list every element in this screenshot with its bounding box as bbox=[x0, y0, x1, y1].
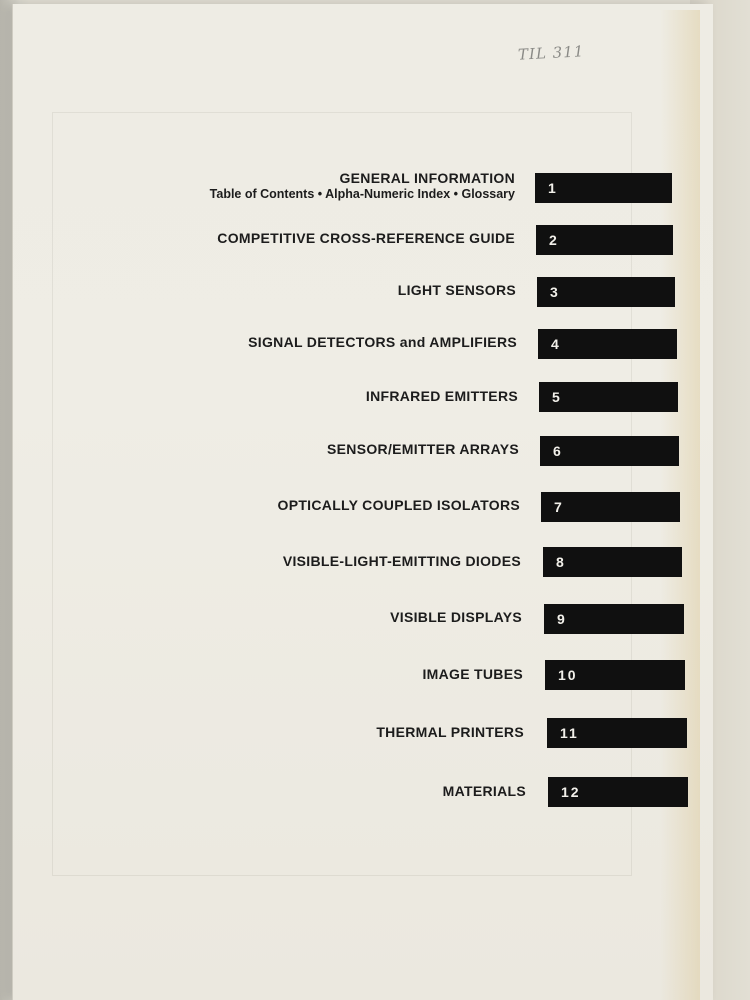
section-entry-8 bbox=[100, 553, 521, 583]
section-entry-11 bbox=[100, 724, 524, 754]
section-title-12: MATERIALS bbox=[442, 783, 526, 799]
section-title-4: SIGNAL DETECTORS and AMPLIFIERS bbox=[248, 334, 517, 350]
section-tab-3[interactable]: 3 bbox=[537, 277, 675, 307]
section-entry-1 bbox=[100, 170, 515, 206]
section-title-5: INFRARED EMITTERS bbox=[365, 388, 518, 404]
section-tab-10[interactable]: 10 bbox=[545, 660, 685, 690]
section-tab-6[interactable]: 6 bbox=[540, 436, 679, 466]
section-tab-11[interactable]: 11 bbox=[547, 718, 687, 748]
section-entry-6 bbox=[100, 441, 519, 471]
section-tab-2[interactable]: 2 bbox=[536, 225, 673, 255]
section-title-8: VISIBLE-LIGHT-EMITTING DIODES bbox=[282, 553, 521, 569]
section-tab-12[interactable]: 12 bbox=[548, 777, 688, 807]
section-tab-7[interactable]: 7 bbox=[541, 492, 680, 522]
section-entry-7 bbox=[100, 497, 520, 527]
handwritten-note: TIL 311 bbox=[517, 42, 585, 64]
section-subtitle-1: Table of Contents • Alpha-Numeric Index • Glossary bbox=[209, 187, 515, 201]
section-title-7: OPTICALLY COUPLED ISOLATORS bbox=[277, 497, 520, 513]
section-entry-12 bbox=[100, 783, 526, 813]
section-entry-3 bbox=[100, 282, 516, 312]
section-entry-5 bbox=[100, 388, 518, 418]
section-title-1: GENERAL INFORMATION bbox=[339, 170, 515, 186]
section-tab-9[interactable]: 9 bbox=[544, 604, 684, 634]
section-entry-2 bbox=[100, 230, 515, 260]
section-title-11: THERMAL PRINTERS bbox=[376, 724, 524, 740]
section-entry-9 bbox=[100, 609, 522, 639]
section-title-9: VISIBLE DISPLAYS bbox=[390, 609, 522, 625]
section-tab-1[interactable]: 1 bbox=[535, 173, 672, 203]
section-entry-4 bbox=[100, 334, 517, 364]
section-tab-5[interactable]: 5 bbox=[539, 382, 678, 412]
section-title-3: LIGHT SENSORS bbox=[397, 282, 516, 298]
section-title-6: SENSOR/EMITTER ARRAYS bbox=[327, 441, 519, 457]
section-title-10: IMAGE TUBES bbox=[422, 666, 523, 682]
section-tab-4[interactable]: 4 bbox=[538, 329, 677, 359]
section-title-2: COMPETITIVE CROSS-REFERENCE GUIDE bbox=[217, 230, 515, 246]
section-entry-10 bbox=[100, 666, 523, 696]
section-tab-8[interactable]: 8 bbox=[543, 547, 682, 577]
